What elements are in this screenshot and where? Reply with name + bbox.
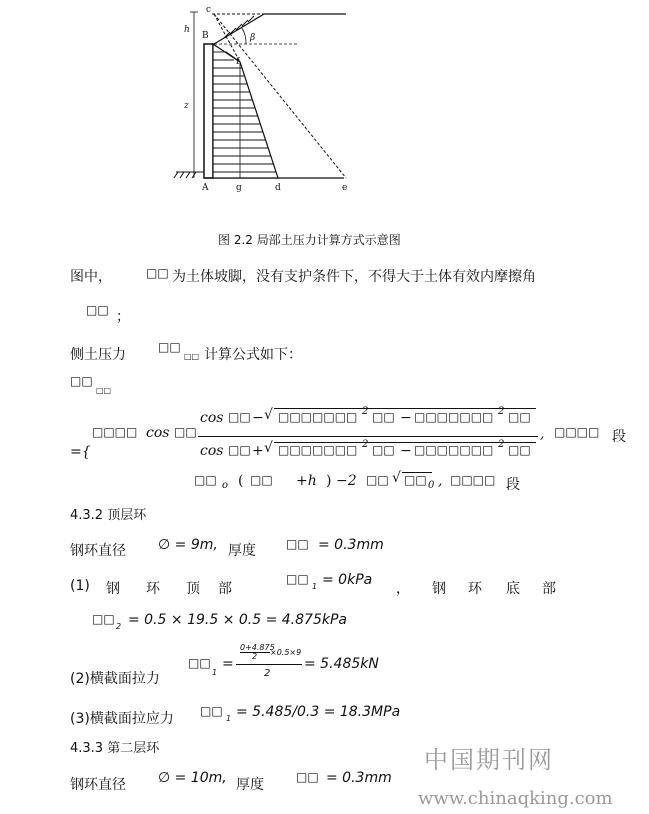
case2-comma: , [438, 473, 443, 489]
item3-box: □□ [200, 704, 223, 718]
case2-sub: o [222, 480, 229, 491]
case2-box2: □□ [250, 473, 273, 487]
item1-char: 部 [542, 581, 556, 597]
item1-char: 部 [218, 581, 232, 597]
ring-label: 钢环直径 [70, 543, 126, 559]
label-c: c [206, 5, 212, 15]
item3-sub: 1 [226, 714, 232, 723]
case2-open: ( [238, 473, 244, 489]
num-pow1: 2 [362, 406, 369, 417]
item1-char: 钢 [432, 581, 446, 597]
earth-pressure-diagram [168, 0, 368, 195]
thickness-label: 厚度 [228, 543, 256, 559]
label-d: d [275, 183, 281, 193]
thickness-label-2: 厚度 [236, 777, 264, 793]
symbol-box: □□ [158, 340, 181, 354]
watermark-cn: 中国期刊网 [424, 746, 554, 774]
thickness-box: □□ [286, 537, 309, 551]
formula-cos-mid: cos [146, 425, 170, 441]
case2-box: □□ [194, 473, 217, 487]
num-cos: cos [200, 410, 224, 426]
label-z: z [184, 101, 189, 111]
den-cos: cos [200, 443, 224, 459]
den-box3: □□ [508, 443, 531, 457]
ring-diam: ∅ = 9m, [158, 537, 218, 553]
watermark-url: www.chinaqking.com [418, 788, 613, 809]
item2-num-den: 2 [252, 652, 258, 661]
den-sqrt: √ [264, 440, 273, 456]
item1-num: (1) [70, 578, 90, 594]
num-boxes2: □□□□□□□ [414, 410, 494, 424]
item1-char: 环 [468, 581, 482, 597]
item3-label: (3)横截面拉应力 [70, 711, 174, 727]
item3-formula: = 5.485/0.3 = 18.3MPa [236, 704, 401, 720]
item2-num-rest: ×0.5×9 [270, 648, 302, 657]
formula-lhs [70, 444, 91, 460]
num-box2: □□ [372, 410, 395, 424]
item1-char: 钢 [106, 581, 120, 597]
p2-sub: 2 [116, 622, 122, 631]
para1-prefix: 图中， [70, 269, 112, 285]
ring-label-2: 钢环直径 [70, 777, 126, 793]
label-f: f [236, 57, 240, 67]
den-boxes: □□□□□□□ [278, 443, 358, 457]
item2-box: □□ [188, 656, 211, 670]
case2-seg-boxes: □□□□ [450, 473, 496, 487]
symbol-box: □□ [146, 266, 169, 280]
item1-char: 环 [146, 581, 160, 597]
ring-diam-2: ∅ = 10m, [158, 770, 227, 786]
item2-result: = 5.485kN [304, 656, 379, 672]
p2-formula: = 0.5 × 19.5 × 0.5 = 4.875kPa [128, 612, 347, 628]
den-pow1: 2 [362, 439, 369, 450]
section-433-heading: 4.3.3 第二层环 [70, 741, 160, 756]
case2-h: +h [296, 473, 317, 489]
para2-suffix: 计算公式如下： [204, 347, 302, 363]
label-h: h [184, 25, 190, 35]
wall [204, 44, 213, 178]
den-mid: − [400, 443, 412, 459]
p2-box: □□ [92, 612, 115, 626]
symbol-sub-box: □□ [184, 352, 200, 361]
den-sign: + [252, 443, 264, 459]
thickness-val-2: = 0.3mm [326, 770, 392, 786]
case2-close: ) [326, 473, 332, 489]
item2-den: 2 [264, 668, 271, 679]
symbol-box: □□ [70, 374, 93, 388]
item1-sub: 1 [312, 582, 318, 591]
symbol-box: □□ [86, 303, 109, 317]
num-sqrt: √ [264, 407, 273, 423]
brace: { [81, 444, 91, 460]
section-432-heading: 4.3.2 顶层环 [70, 508, 147, 523]
fraction-bar [198, 436, 538, 437]
item1-box: □□ [286, 572, 309, 586]
label-beta: β [250, 33, 256, 43]
item1-char: 顶 [186, 581, 200, 597]
formula-seg2: 段 [506, 477, 520, 493]
num-mid: − [400, 410, 412, 426]
den-box2: □□ [372, 443, 395, 457]
para1-text: 为土体坡脚，没有支护条件下，不得大于土体有效内摩擦角 [172, 269, 536, 285]
formula-seg1: 段 [612, 429, 626, 445]
ground-hatch-left [174, 172, 204, 178]
case2-sqrt: √ [392, 470, 401, 486]
label-A: A [202, 183, 209, 193]
den-box: □□ [228, 443, 251, 457]
case2-minus: −2 [336, 473, 357, 489]
formula-box: □□ [174, 425, 197, 439]
item1-char: 底 [506, 581, 520, 597]
case2-box3: □□ [366, 473, 389, 487]
equals-sign: = [70, 444, 82, 460]
item1-val: = 0kPa [322, 572, 373, 588]
den-pow2: 2 [498, 439, 505, 450]
num-box: □□ [228, 410, 251, 424]
num-boxes: □□□□□□□ [278, 410, 358, 424]
thickness-val: = 0.3mm [318, 537, 384, 553]
case2-sub0: 0 [428, 480, 435, 491]
case2-box4: □□ [404, 473, 427, 487]
num-box3: □□ [508, 410, 531, 424]
item2-num-top: 0+4.875 [240, 643, 275, 652]
item1-comma: ， [396, 581, 410, 597]
thickness-box-2: □□ [296, 770, 319, 784]
den-boxes2: □□□□□□□ [414, 443, 494, 457]
figure-caption: 图 2.2 局部土压力计算方式示意图 [218, 233, 401, 247]
item2-fraction-bar [236, 664, 302, 665]
para1-line2: ； [116, 309, 130, 325]
label-B: B [202, 31, 209, 41]
para2-prefix: 侧土压力 [70, 347, 126, 363]
num-sign: − [252, 410, 264, 426]
label-e: e [342, 183, 348, 193]
item2-label: (2)横截面拉力 [70, 671, 160, 687]
formula-comma: , [540, 426, 545, 442]
symbol-sub-box: □□ [96, 386, 112, 395]
num-pow2: 2 [498, 406, 505, 417]
formula-coef: □□□□ [92, 425, 138, 439]
pressure-area [213, 44, 278, 178]
formula-seg-boxes: □□□□ [554, 425, 600, 439]
label-g: g [236, 183, 242, 193]
item2-sub: 1 [212, 668, 218, 677]
item2-eq: = [222, 656, 234, 672]
